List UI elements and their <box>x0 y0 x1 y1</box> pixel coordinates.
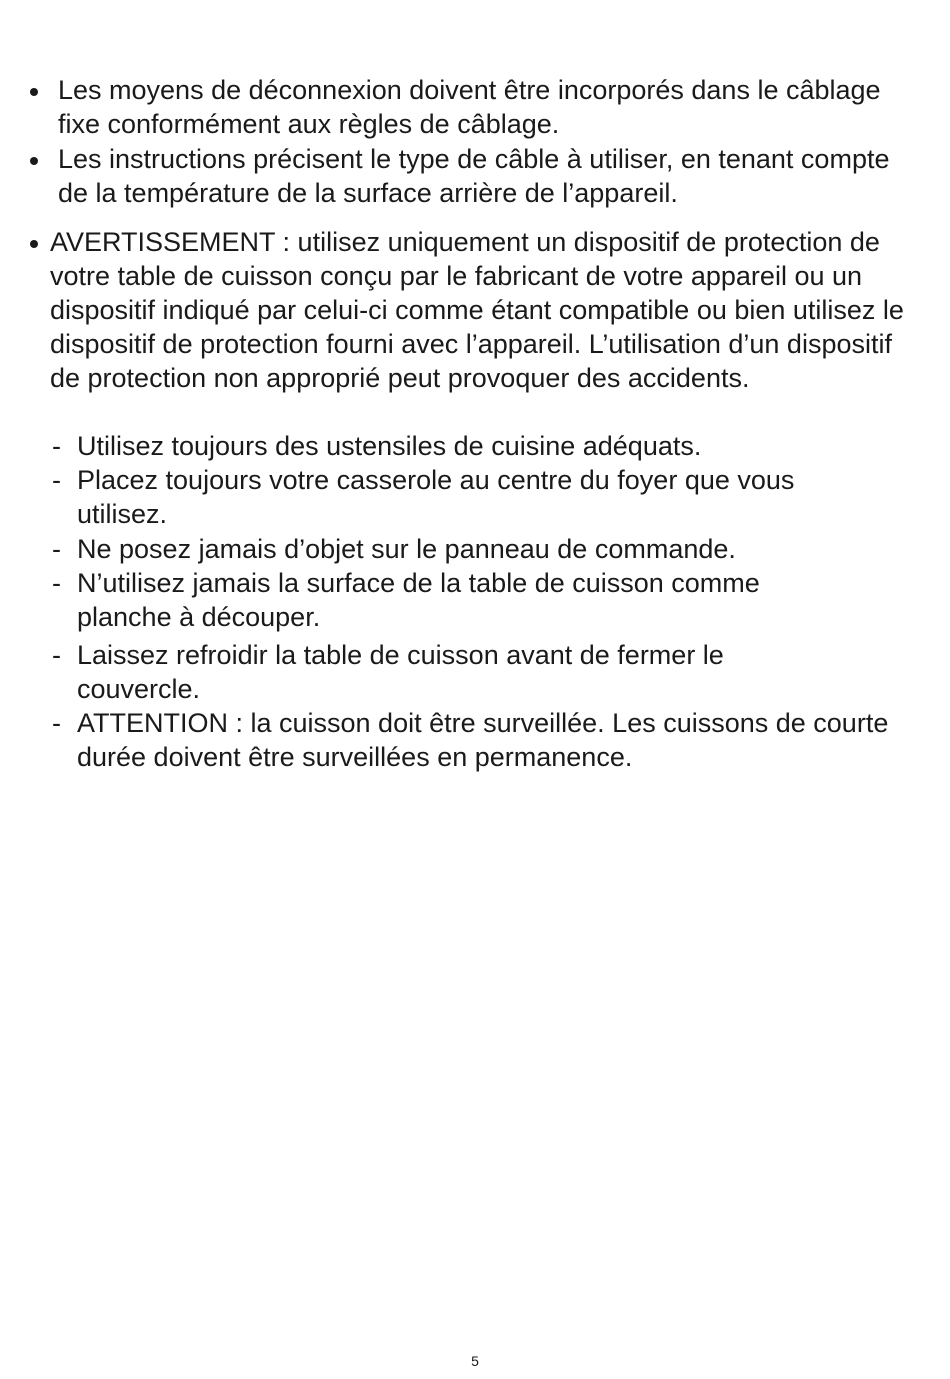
sub-item-text: Utilisez toujours des ustensiles de cuisine adéquats. <box>77 431 702 461</box>
bullet-item-disconnect <box>58 73 898 141</box>
sub-item-text: ATTENTION : la cuisson doit être surveillée. Les cuissons de courte durée doivent être surveillées en permanence. <box>77 708 889 772</box>
dash-marker: - <box>52 534 61 564</box>
sub-item-control-panel <box>77 532 897 566</box>
bullet-text: Les instructions précisent le type de câble à utiliser, en tenant compte de la température de la surface arrière de l’appareil. <box>58 144 890 208</box>
sub-item-utensils <box>77 429 897 463</box>
sub-item-pan-center <box>77 463 877 531</box>
sub-item-cutting-board <box>77 566 857 634</box>
bullet-text: Les moyens de déconnexion doivent être incorporés dans le câblage fixe conformément aux règles de câblage. <box>58 75 881 139</box>
dash-marker: - <box>52 708 61 738</box>
bullet-text: AVERTISSEMENT : utilisez uniquement un dispositif de protection de votre table de cuisson conçu par le fabricant de votre appareil ou un dispositif indiqué par celui-ci comme étant compatible ou bien utilisez le dispositif de protection fourni avec l’appareil. L’utilisation d’un dispositif de protection non approprié peut provoquer des accidents. <box>50 227 904 393</box>
dash-marker: - <box>52 431 61 461</box>
bullet-dot <box>30 88 38 96</box>
dash-marker: - <box>52 465 61 495</box>
bullet-item-warning <box>50 225 908 395</box>
bullet-dot <box>30 240 38 248</box>
sub-item-text: Placez toujours votre casserole au centre du foyer que vous utilisez. <box>77 465 795 529</box>
dash-marker: - <box>52 568 61 598</box>
dash-marker: - <box>52 640 61 670</box>
page-number: 5 <box>471 1353 479 1369</box>
bullet-dot <box>30 157 38 165</box>
bullet-item-cable <box>58 142 898 210</box>
sub-item-attention <box>77 706 897 774</box>
sub-item-cool-down <box>77 638 837 706</box>
sub-item-text: Ne posez jamais d’objet sur le panneau de commande. <box>77 534 736 564</box>
sub-item-text: N’utilisez jamais la surface de la table de cuisson comme planche à découper. <box>77 568 760 632</box>
sub-item-text: Laissez refroidir la table de cuisson avant de fermer le couvercle. <box>77 640 724 704</box>
